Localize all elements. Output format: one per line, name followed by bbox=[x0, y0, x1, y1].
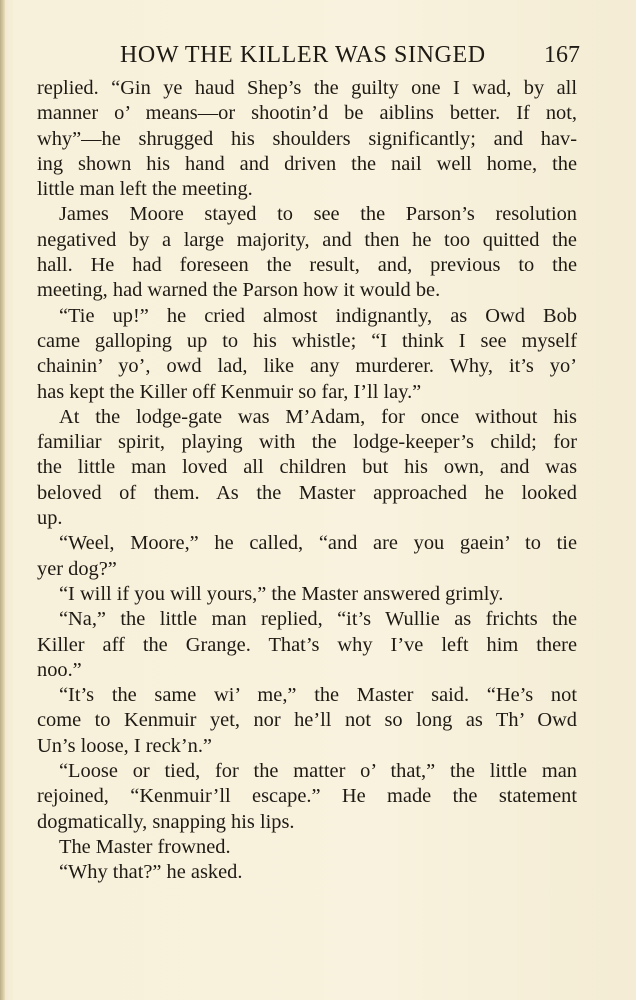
text-line: ing shown his hand and driven the nail well home, the bbox=[37, 152, 577, 175]
text-line: has kept the Killer off Kenmuir so far, I’ll lay.” bbox=[37, 380, 422, 403]
body-text bbox=[37, 76, 577, 886]
text-line: beloved of them. As the Master approached he looked bbox=[37, 481, 577, 504]
text-line: dogmatically, snapping his lips. bbox=[37, 810, 295, 833]
page-number: 167 bbox=[544, 42, 580, 68]
text-line: “Na,” the little man replied, “it’s Wullie as frichts the bbox=[59, 608, 577, 631]
text-line: noo.” bbox=[37, 658, 82, 681]
text-line: “It’s the same wi’ me,” the Master said. “He’s not bbox=[59, 684, 577, 707]
text-line: up. bbox=[37, 507, 63, 530]
text-line: hall. He had foreseen the result, and, previous to the bbox=[37, 254, 577, 277]
text-line: little man left the meeting. bbox=[37, 178, 253, 201]
page-gutter-edge bbox=[0, 0, 5, 1000]
text-line: At the lodge-gate was M’Adam, for once without his bbox=[59, 405, 577, 428]
text-line: “Tie up!” he cried almost indignantly, as Owd Bob bbox=[59, 304, 577, 327]
text-line: come to Kenmuir yet, nor he’ll not so long as Th’ Owd bbox=[37, 709, 577, 732]
text-line: why”—he shrugged his shoulders significantly; and hav- bbox=[37, 127, 577, 150]
text-line: replied. “Gin ye haud Shep’s the guilty one I wad, by all bbox=[37, 77, 577, 99]
text-line: meeting, had warned the Parson how it would be. bbox=[37, 279, 441, 302]
text-line: The Master frowned. bbox=[59, 835, 231, 858]
text-line: “I will if you will yours,” the Master answered grimly. bbox=[59, 582, 504, 605]
running-head: HOW THE KILLER WAS SINGED bbox=[120, 42, 486, 68]
page-header bbox=[60, 42, 580, 76]
text-line: “Why that?” he asked. bbox=[59, 861, 243, 884]
text-line: yer dog?” bbox=[37, 557, 117, 580]
text-line: negatived by a large majority, and then he too quitted the bbox=[37, 228, 577, 251]
text-line: Killer aff the Grange. That’s why I’ve left him there bbox=[37, 633, 577, 656]
text-line: manner o’ means—or shootin’d be aiblins better. If not, bbox=[37, 102, 577, 125]
text-line: familiar spirit, playing with the lodge-keeper’s child; for bbox=[37, 431, 577, 454]
text-line: the little man loved all children but his own, and was bbox=[37, 456, 577, 479]
text-line: came galloping up to his whistle; “I think I see myself bbox=[37, 329, 577, 352]
text-line: chainin’ yo’, owd lad, like any murderer. Why, it’s yo’ bbox=[37, 355, 577, 378]
text-line: “Weel, Moore,” he called, “and are you gaein’ to tie bbox=[59, 532, 577, 555]
text-line: James Moore stayed to see the Parson’s resolution bbox=[59, 203, 577, 226]
text-line: Un’s loose, I reck’n.” bbox=[37, 734, 212, 757]
text-line: “Loose or tied, for the matter o’ that,” the little man bbox=[59, 760, 577, 783]
text-line: rejoined, “Kenmuir’ll escape.” He made the statement bbox=[37, 785, 577, 808]
